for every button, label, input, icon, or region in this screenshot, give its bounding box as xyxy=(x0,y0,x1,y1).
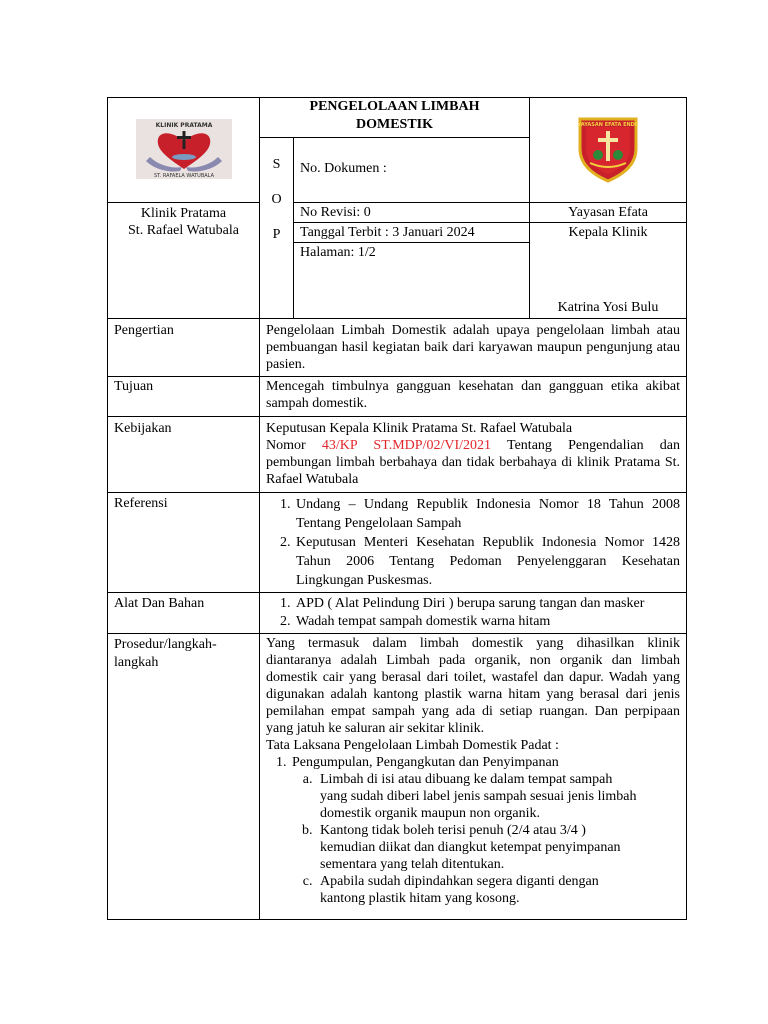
kebijakan-nomor-label: Nomor xyxy=(266,438,306,453)
referensi-label: Referensi xyxy=(108,493,260,593)
alat-label: Alat Dan Bahan xyxy=(108,593,260,634)
foundation-logo-text: YAYASAN EFATA ENDE xyxy=(577,122,639,128)
referensi-list xyxy=(266,495,680,590)
kebijakan-decree-title: Tentang Pengendalian dan pembungan limbah berbahaya dan tidak berbahaya di klinik Pratama St. Rafael Watubala xyxy=(266,438,681,487)
prosedur-intro: Yang termasuk dalam limbah domestik yang dihasilkan klinik diantaranya adalah Limbah pada organik, non organik dan limbah domestik cair yang berasal dari toilet, wastafel dan dapur. Wadah yang digunakan adalah kantong plastik warna hitam yang berasal dari jenis pemilahan empat sampah yang ada di setiap ruangan. Dan perpipaan yang jatuh ke saluran air sekitar klinik. xyxy=(266,636,680,736)
head-title: Kepala Klinik xyxy=(568,225,648,240)
alat-list-cell xyxy=(260,593,687,634)
sop-title-cell xyxy=(260,98,530,138)
prosedur-sub-item: a. Limbah di isi atau dibuang ke dalam tempat sampah yang sudah diberi label jenis sampah sesuai jenis limbah domestik organik maupun non organik. xyxy=(316,771,640,822)
alat-list xyxy=(266,595,680,631)
clinic-logo xyxy=(136,119,232,179)
kebijakan-decree-number: 43/KP ST.MDP/02/VI/2021 xyxy=(321,438,492,453)
sop-label-cell xyxy=(260,138,294,319)
clinic-head-cell xyxy=(530,223,687,319)
prosedur-sub-item: c. Apabila sudah dipindahkan segera diganti dengan kantong plastik hitam yang kosong. xyxy=(316,873,640,907)
sop-table xyxy=(107,97,687,920)
prosedur-cell xyxy=(260,634,687,920)
alat-item: 2. Wadah tempat sampah domestik warna hitam xyxy=(294,613,680,631)
issue-date: Tanggal Terbit : 3 Januari 2024 xyxy=(294,223,529,243)
clinic-logo-bottom-text: ST. RAFAELA WATUBALA xyxy=(153,173,214,179)
issue-info-cell xyxy=(294,223,530,319)
kebijakan-line1: Keputusan Kepala Klinik Pratama St. Rafael Watubala xyxy=(266,421,573,436)
tujuan-label: Tujuan xyxy=(108,377,260,417)
doc-number: No. Dokumen : xyxy=(294,138,530,203)
pengertian-label: Pengertian xyxy=(108,319,260,377)
kebijakan-text xyxy=(260,417,687,493)
tujuan-text: Mencegah timbulnya gangguan kesehatan dan gangguan etika akibat sampah domestik. xyxy=(260,377,687,417)
revision-number: No Revisi: 0 xyxy=(294,203,530,223)
foundation-name: Yayasan Efata xyxy=(530,203,687,223)
alat-item: 1. APD ( Alat Pelindung Diri ) berupa sarung tangan dan masker xyxy=(294,595,680,613)
prosedur-step xyxy=(290,754,680,907)
sop-title-line2: DOMESTIK xyxy=(355,117,433,132)
referensi-item: 1. Undang – Undang Republik Indonesia Nomor 18 Tahun 2008 Tentang Pengelolaan Sampah xyxy=(294,495,680,533)
pengertian-text: Pengelolaan Limbah Domestik adalah upaya pengelolaan limbah atau pembuangan hasil kegiatan baik dari karyawan maupun pengunjung atau pasien. xyxy=(260,319,687,377)
prosedur-label: Prosedur/langkah-langkah xyxy=(108,634,260,920)
referensi-list-cell xyxy=(260,493,687,593)
page-number: Halaman: 1/2 xyxy=(300,245,376,260)
prosedur-step-title: Pengumpulan, Pengangkutan dan Penyimpanan xyxy=(292,755,559,770)
prosedur-sub-item: b. Kantong tidak boleh terisi penuh (2/4 atau 3/4 ) kemudian diikat dan diangkut ketempat penyimpanan sementara yang telah ditentukan. xyxy=(316,822,640,873)
foundation-logo xyxy=(576,115,640,183)
sop-letter-o: O xyxy=(271,192,282,207)
foundation-logo-cell xyxy=(530,98,687,203)
sop-document xyxy=(107,97,686,920)
sop-letter-p: P xyxy=(272,227,281,242)
clinic-name-cell xyxy=(108,203,260,319)
clinic-name-line2: St. Rafael Watubala xyxy=(128,223,239,238)
clinic-logo-cell xyxy=(108,98,260,203)
prosedur-sub-list xyxy=(292,771,680,907)
kebijakan-label: Kebijakan xyxy=(108,417,260,493)
clinic-logo-top-text: KLINIK PRATAMA xyxy=(155,122,212,129)
sop-title-line1: PENGELOLAAN LIMBAH xyxy=(309,99,480,114)
prosedur-subtitle: Tata Laksana Pengelolaan Limbah Domestik Padat : xyxy=(266,738,559,753)
sop-letter-s: S xyxy=(272,157,281,172)
prosedur-steps xyxy=(266,754,680,907)
referensi-item: 2. Keputusan Menteri Kesehatan Republik Indonesia Nomor 1428 Tahun 2006 Tentang Pedoman Penyelenggaran Kesehatan Lingkungan Puskesmas. xyxy=(294,533,680,590)
head-name: Katrina Yosi Bulu xyxy=(557,300,659,315)
clinic-name-line1: Klinik Pratama xyxy=(140,206,227,221)
